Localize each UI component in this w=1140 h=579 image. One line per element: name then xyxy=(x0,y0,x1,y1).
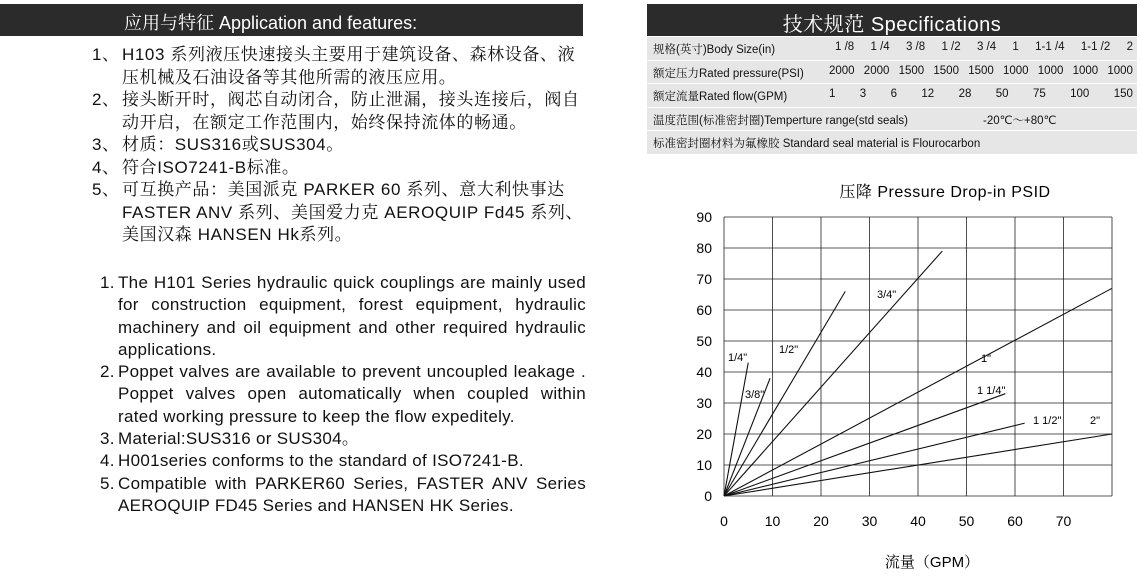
y-tick-label: 0 xyxy=(704,488,712,504)
series-label: 1/4" xyxy=(728,352,748,364)
item-number: 1. xyxy=(100,273,115,292)
spec-value: 1-1 /4 xyxy=(1035,41,1065,53)
spec-row-label: 额定流量Rated flow(GPM) xyxy=(653,91,788,103)
item-number: 5. xyxy=(100,473,115,493)
x-axis-label: 流量（GPM） xyxy=(884,554,980,571)
spec-value: 3 xyxy=(859,88,867,100)
spec-value: 50 xyxy=(995,88,1009,100)
item-number: 3. xyxy=(100,429,115,449)
spec-value: 1 xyxy=(829,88,836,100)
item-number: 4. xyxy=(100,451,115,471)
series-label: 3/4" xyxy=(877,289,897,301)
y-tick-label: 40 xyxy=(696,364,712,380)
item-text: H001series conforms to the standard of ISO7241-B. xyxy=(118,451,524,471)
item-number: 2. xyxy=(100,362,115,382)
spec-value: 1000 xyxy=(1072,64,1099,77)
spec-value: 1500 xyxy=(898,64,925,77)
spec-value: 1 /4 xyxy=(870,41,890,53)
spec-value: 1000 xyxy=(1002,64,1029,77)
x-tick-label: 40 xyxy=(910,513,926,529)
spec-row-label: 规格(英寸)Body Size(in) xyxy=(653,44,776,56)
spec-row-label: 标准密封圈材料为氟橡胶 Standard seal material is Flourocarbon xyxy=(653,138,981,150)
specifications-title: 技术规范 Specifications xyxy=(782,14,1002,36)
spec-value: 1 /2 xyxy=(941,41,961,53)
x-tick-label: 30 xyxy=(861,513,878,529)
y-tick-label: 20 xyxy=(696,426,712,442)
series-label: 1" xyxy=(981,353,992,365)
features-title: 应用与特征 Application and features: xyxy=(124,13,418,33)
item-text: The H101 Series hydraulic quick couplings are mainly used for construction equipment, forest equipment, hydraulic machinery and oil equipment and other required hydraulic applications. xyxy=(118,273,586,359)
x-tick-label: 0 xyxy=(720,513,728,529)
item-text: Compatible with PARKER60 Series, FASTER ANV Series AEROQUIP FD45 Series and HANSEN HK Series. xyxy=(118,473,586,515)
spec-value: 1000 xyxy=(1107,64,1133,77)
x-tick-label: 70 xyxy=(1055,513,1072,529)
y-tick-label: 60 xyxy=(696,302,712,318)
item-text: H103 系列液压快速接头主要用于建筑设备、森林设备、液压机械及石油设备等其他所需的液压应用。 xyxy=(122,45,576,87)
y-tick-label: 70 xyxy=(696,271,712,287)
spec-value: 28 xyxy=(958,88,972,100)
chart-title: 压降 Pressure Drop-in PSID xyxy=(839,184,1051,201)
series-line xyxy=(724,394,1005,496)
spec-value: 75 xyxy=(1032,88,1046,100)
spec-value: 1 /8 xyxy=(835,41,855,53)
spec-value: 2000 xyxy=(829,64,855,77)
y-tick-label: 10 xyxy=(696,457,712,473)
x-tick-label: 20 xyxy=(813,513,829,529)
y-tick-label: 80 xyxy=(696,240,712,256)
spec-value: 1 xyxy=(1012,41,1019,53)
series-label: 1 1/2" xyxy=(1033,415,1062,427)
x-tick-label: 50 xyxy=(958,513,975,529)
series-line xyxy=(724,251,942,496)
item-number: 4、 xyxy=(92,157,120,177)
item-text: 符合ISO7241-B标准。 xyxy=(122,157,300,177)
spec-value: 2000 xyxy=(863,64,890,77)
spec-value: 1000 xyxy=(1037,64,1064,77)
y-tick-label: 50 xyxy=(696,333,712,349)
item-text: 材质：SUS316或SUS304。 xyxy=(122,135,344,154)
series-label: 3/8" xyxy=(745,389,765,401)
item-text: Poppet valves are available to prevent uncoupled leakage . Poppet valves open automatically when coupled within rated working pressure to keep the flow expeditely. xyxy=(118,362,586,426)
series-label: 2" xyxy=(1090,415,1101,427)
item-number: 1、 xyxy=(92,45,120,64)
y-tick-label: 30 xyxy=(696,395,712,411)
spec-value: 6 xyxy=(890,88,897,100)
x-tick-label: 10 xyxy=(764,513,781,529)
item-number: 3、 xyxy=(92,135,120,154)
spec-row-label: 额定压力Rated pressure(PSI) xyxy=(653,67,804,80)
spec-value: 2 xyxy=(1126,41,1133,53)
spec-value: 1500 xyxy=(933,64,959,77)
spec-value: 1-1 /2 xyxy=(1080,41,1111,53)
series-label: 1 1/4" xyxy=(977,385,1006,397)
spec-value: 3 /8 xyxy=(905,41,926,53)
series-label: 1/2" xyxy=(779,344,799,356)
y-tick-label: 90 xyxy=(696,209,712,225)
spec-value: 12 xyxy=(921,88,935,100)
spec-value: 3 /4 xyxy=(976,41,997,53)
item-text: Material:SUS316 or SUS304。 xyxy=(118,429,360,449)
spec-value: 1500 xyxy=(968,64,994,77)
item-number: 5、 xyxy=(92,180,120,199)
spec-row-label: 温度范围(标准密封圈)Temperture range(std seals) xyxy=(653,114,908,127)
item-text: 接头断开时，阀芯自动闭合，防止泄漏，接头连接后，阀自动开启，在额定工作范围内，始终保持流体的畅通。 xyxy=(122,90,580,132)
spec-value: 150 xyxy=(1113,88,1133,100)
item-number: 2、 xyxy=(92,90,120,109)
spec-single-value: -20℃～+80℃ xyxy=(983,114,1057,127)
x-tick-label: 60 xyxy=(1007,513,1023,529)
spec-value: 100 xyxy=(1070,88,1090,100)
item-text: 可互换产品：美国派克 PARKER 60 系列、意大利快事达 FASTER ANV 系列、美国爱力克 AEROQUIP Fd45 系列、美国汉森 HANSEN Hk系列。 xyxy=(122,180,584,244)
